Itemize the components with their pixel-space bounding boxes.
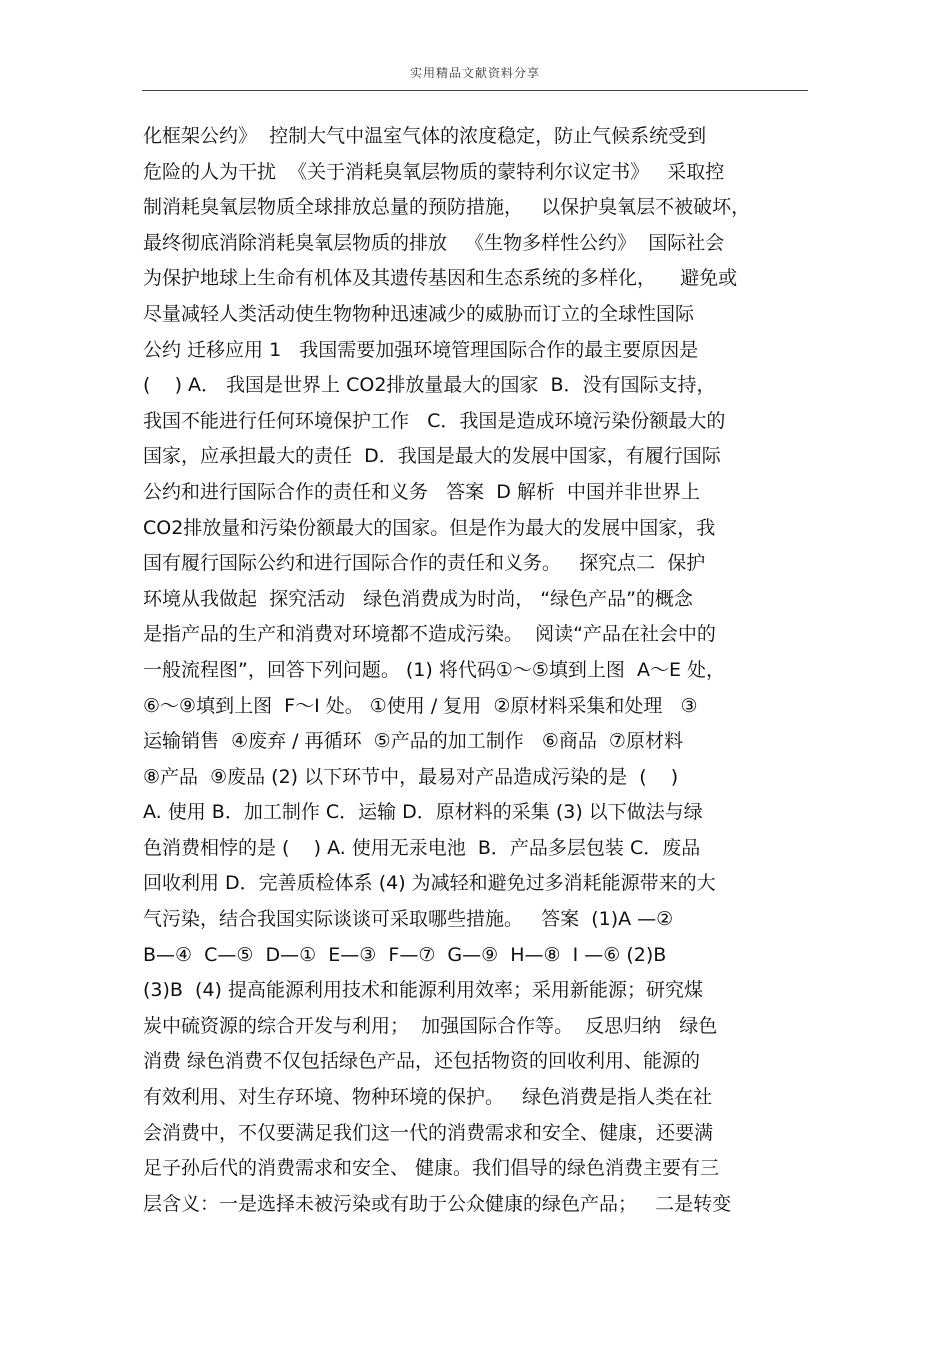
text-line: 公约 迁移应用 1 我国需要加强环境管理国际合作的最主要原因是 (143, 338, 699, 361)
header-divider (142, 90, 808, 91)
text-line: 为保护地球上生命有机体及其遗传基因和生态系统的多样化， 避免或 (143, 267, 738, 290)
text-line: (3)B (4) 提高能源利用技术和能源利用效率；采用新能源；研究煤 (143, 979, 703, 1002)
page-header: 实用精品文献资料分享 (409, 66, 540, 80)
text-line: 国家，应承担最大的责任 D．我国是最大的发展中国家，有履行国际 (143, 445, 721, 468)
text-line: 色消费相悖的是 ( ) A. 使用无汞电池 B．产品多层包装 C．废品 (143, 836, 701, 859)
text-line: 会消费中，不仅要满足我们这一代的消费需求和安全、健康，还要满 (143, 1121, 714, 1144)
text-line: B—④ C—⑤ D—① E—③ F—⑦ G—⑨ H—⑧ I —⑥ (2)B (143, 943, 667, 966)
text-line: 国有履行国际公约和进行国际合作的责任和义务。 探究点二 保护 (143, 552, 706, 575)
text-line: 危险的人为干扰 《关于消耗臭氧层物质的蒙特利尔议定书》 采取控 (143, 160, 725, 183)
text-line: A. 使用 B．加工制作 C．运输 D．原材料的采集 (3) 以下做法与绿 (143, 801, 703, 824)
text-line: 公约和进行国际合作的责任和义务 答案 D 解析 中国并非世界上 (143, 480, 700, 503)
text-line: 环境从我做起 探究活动 绿色消费成为时尚， “绿色产品”的概念 (143, 587, 693, 610)
text-line: CO2排放量和污染份额最大的国家。但是作为最大的发展中国家，我 (143, 516, 716, 539)
text-line: 尽量减轻人类活动使生物物种迅速减少的威胁而订立的全球性国际 (143, 302, 695, 325)
text-line: 一般流程图”，回答下列问题。 (1) 将代码①～⑤填到上图 A～E 处， (143, 658, 726, 681)
text-line: 最终彻底消除消耗臭氧层物质的排放 《生物多样性公约》 国际社会 (143, 231, 725, 254)
text-line: 气污染，结合我国实际谈谈可采取哪些措施。 答案 (1)A —② (143, 908, 674, 931)
text-line: 运输销售 ④废弃 / 再循环 ⑤产品的加工制作 ⑥商品 ⑦原材料 (143, 730, 683, 753)
text-line: 我国不能进行任何环境保护工作 C．我国是造成环境污染份额最大的 (143, 409, 726, 432)
text-line: 化框架公约》 控制大气中温室气体的浓度稳定，防止气候系统受到 (143, 125, 707, 147)
text-line: 有效利用、对生存环境、物种环境的保护。 绿色消费是指人类在社 (143, 1086, 713, 1109)
text-line: 足子孙后代的消费需求和安全、 健康。我们倡导的绿色消费主要有三 (143, 1157, 720, 1180)
text-line: 消费 绿色消费不仅包括绿色产品，还包括物资的回收利用、能源的 (143, 1050, 701, 1073)
body-text (143, 119, 813, 1222)
text-line: ⑥～⑨填到上图 F～I 处。 ①使用 / 复用 ②原材料采集和处理 ③ (143, 694, 698, 717)
text-line: ( ) A． 我国是世界上 CO2排放量最大的国家 B．没有国际支持， (143, 374, 716, 397)
text-line: ⑧产品 ⑨废品 (2) 以下环节中，最易对产品造成污染的是 ( ) (143, 765, 679, 788)
text-line: 层含义：一是选择未被污染或有助于公众健康的绿色产品； 二是转变 (143, 1192, 732, 1215)
text-line: 回收利用 D．完善质检体系 (4) 为减轻和避免过多消耗能源带来的大 (143, 872, 716, 895)
text-line: 是指产品的生产和消费对环境都不造成污染。 阅读“产品在社会中的 (143, 623, 716, 646)
text-line: 炭中硫资源的综合开发与利用； 加强国际合作等。 反思归纳 绿色 (143, 1014, 718, 1037)
text-line: 制消耗臭氧层物质全球排放总量的预防措施， 以保护臭氧层不被破坏， (143, 196, 751, 219)
